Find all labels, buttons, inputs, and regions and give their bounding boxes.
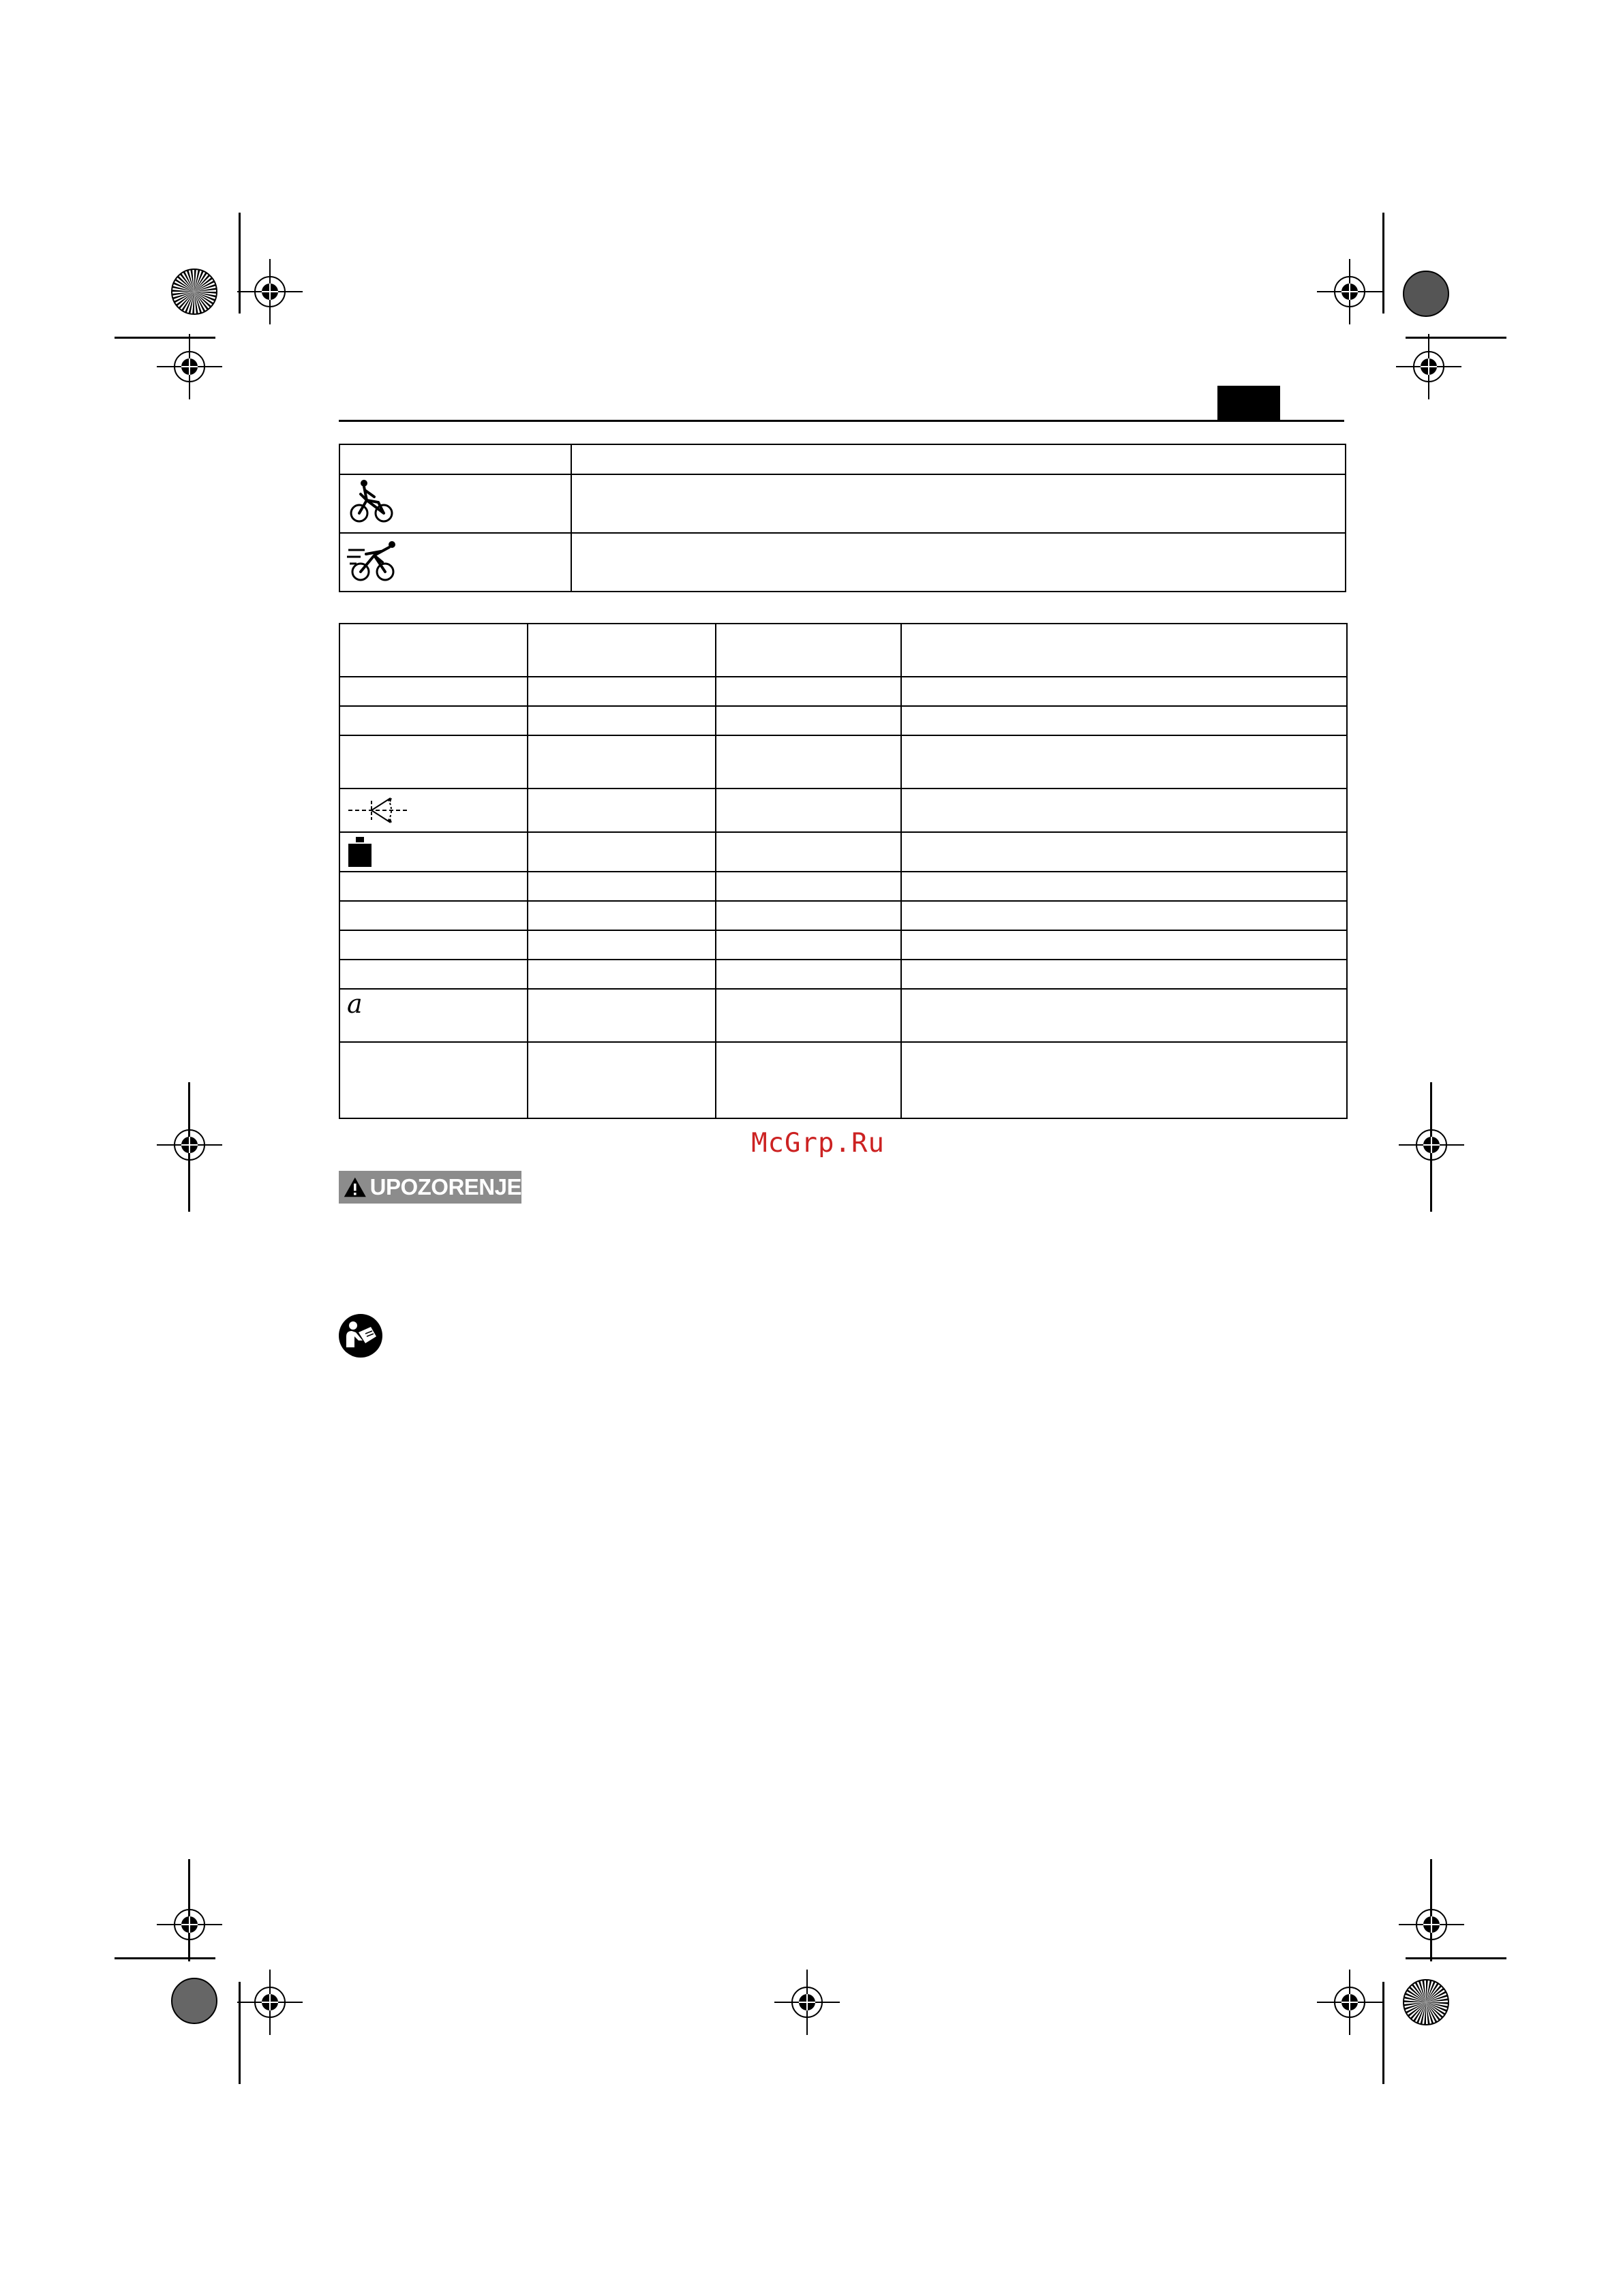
spec-cell (528, 1042, 716, 1118)
cyclist-fast-icon (339, 533, 571, 592)
cyclist-normal-icon (339, 474, 571, 533)
crop-line (1382, 213, 1384, 313)
header-rule (339, 420, 1344, 422)
registration-crosshair-icon (237, 259, 303, 324)
registration-solid-icon (170, 1977, 218, 2025)
mode-description (571, 474, 1346, 533)
crop-line (1382, 1982, 1384, 2084)
spec-header-cell (716, 624, 901, 677)
mode-table-header (339, 444, 1346, 474)
spec-cell (528, 832, 716, 872)
spec-cell (901, 872, 1347, 901)
mode-table (339, 444, 1346, 592)
spec-symbol (339, 1042, 528, 1118)
spec-cell (528, 930, 716, 960)
spec-cell (901, 930, 1347, 960)
warning-label: UPOZORENJE (369, 1174, 521, 1199)
spec-cell (528, 960, 716, 989)
spec-cell (528, 677, 716, 706)
spec-header-cell (339, 624, 528, 677)
table-row (339, 930, 1347, 960)
registration-wheel-icon (170, 268, 218, 316)
spec-header-cell (528, 624, 716, 677)
spec-symbol (339, 989, 528, 1042)
spec-symbol (339, 960, 528, 989)
registration-crosshair-icon (1396, 334, 1461, 399)
spec-cell (528, 901, 716, 930)
spec-cell (716, 832, 901, 872)
registration-crosshair-icon (157, 1892, 222, 1957)
mode-table-header-cell (339, 444, 571, 474)
warning-badge (339, 1171, 521, 1204)
angle-icon (339, 789, 528, 832)
mode-description (571, 533, 1346, 592)
warning-triangle-icon (343, 1175, 367, 1199)
table-row (339, 832, 1347, 872)
spec-cell (528, 706, 716, 735)
spec-cell (716, 789, 901, 832)
spec-cell (901, 706, 1347, 735)
watermark: McGrp.Ru (751, 1128, 885, 1159)
spec-cell (716, 901, 901, 930)
table-row (339, 735, 1347, 789)
spec-cell (716, 735, 901, 789)
spec-cell (901, 1042, 1347, 1118)
spec-cell (528, 989, 716, 1042)
table-row (339, 989, 1347, 1042)
spec-symbol (339, 930, 528, 960)
spec-cell (716, 1042, 901, 1118)
spec-cell (901, 789, 1347, 832)
spec-cell (528, 872, 716, 901)
spec-symbol (339, 901, 528, 930)
spec-cell (901, 677, 1347, 706)
acceleration-symbol: a (347, 989, 363, 1019)
mode-table-header-cell (571, 444, 1346, 474)
spec-cell (716, 960, 901, 989)
language-tab (1217, 386, 1280, 420)
spec-symbol (339, 735, 528, 789)
spec-symbol (339, 872, 528, 901)
spec-symbol (339, 677, 528, 706)
spec-cell (901, 960, 1347, 989)
registration-crosshair-icon (157, 334, 222, 399)
spec-cell (901, 989, 1347, 1042)
table-row (339, 706, 1347, 735)
spec-cell (716, 989, 901, 1042)
registration-wheel-icon (1402, 1978, 1450, 2026)
table-row (339, 677, 1347, 706)
crop-line (1406, 1957, 1506, 1959)
weight-icon (339, 832, 528, 872)
spec-cell (716, 930, 901, 960)
spec-cell (716, 677, 901, 706)
registration-crosshair-icon (157, 1112, 222, 1178)
spec-table-header (339, 624, 1347, 677)
registration-crosshair-icon (1317, 1970, 1382, 2035)
table-row (339, 872, 1347, 901)
spec-symbol (339, 706, 528, 735)
table-row (339, 474, 1346, 533)
spec-cell (901, 735, 1347, 789)
spec-cell (716, 706, 901, 735)
registration-crosshair-icon (1399, 1112, 1464, 1178)
spec-cell (528, 735, 716, 789)
spec-cell (528, 789, 716, 832)
spec-header-cell (901, 624, 1347, 677)
crop-line (115, 1957, 215, 1959)
read-manual-icon (338, 1313, 383, 1358)
table-row (339, 1042, 1347, 1118)
registration-crosshair-icon (237, 1970, 303, 2035)
table-row (339, 789, 1347, 832)
table-row (339, 533, 1346, 592)
registration-crosshair-icon (774, 1970, 840, 2035)
spec-cell (901, 901, 1347, 930)
registration-crosshair-icon (1399, 1892, 1464, 1957)
table-row (339, 960, 1347, 989)
registration-solid-icon (1402, 270, 1450, 318)
registration-crosshair-icon (1317, 259, 1382, 324)
table-row (339, 901, 1347, 930)
spec-table (339, 623, 1348, 1119)
spec-cell (716, 872, 901, 901)
spec-cell (901, 832, 1347, 872)
